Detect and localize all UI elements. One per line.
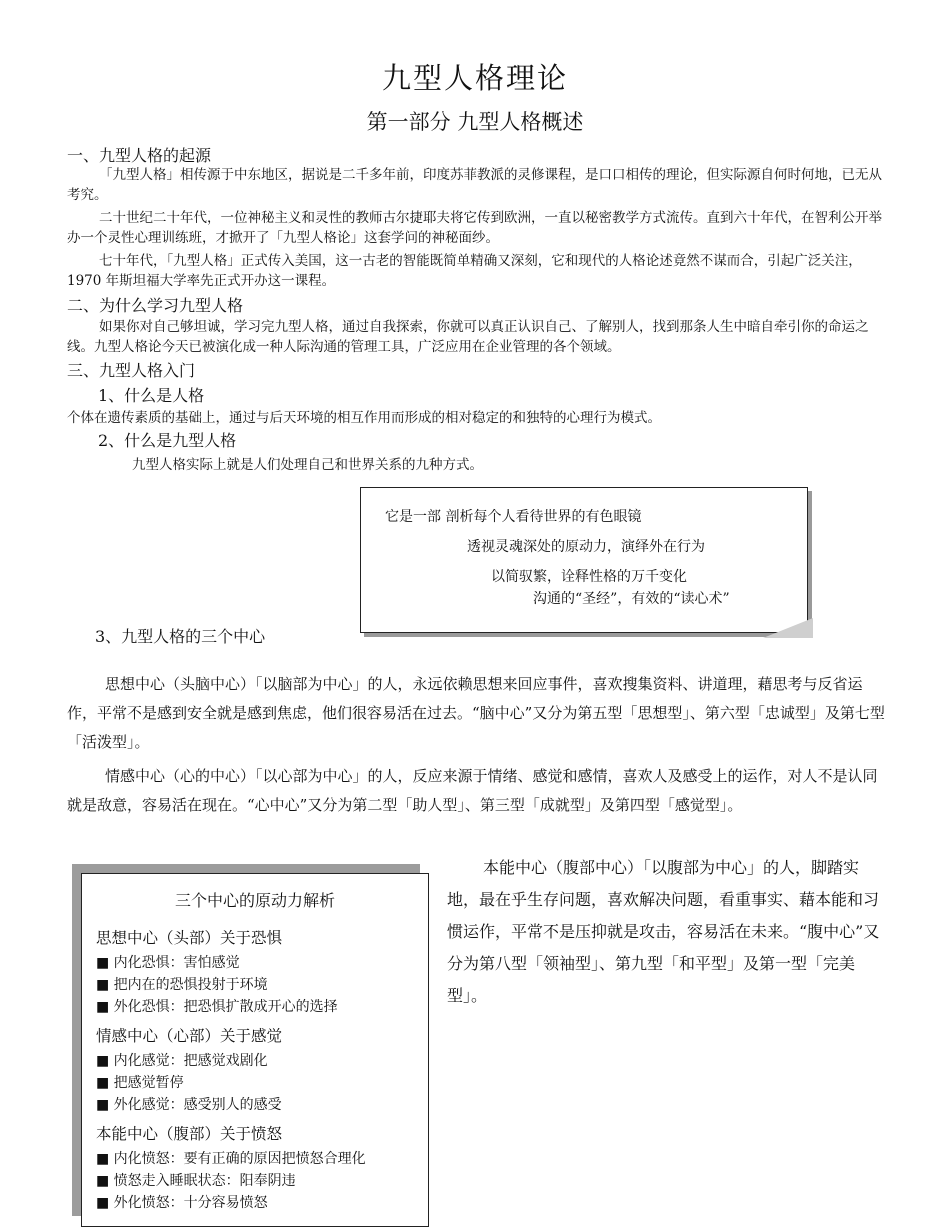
box-instinct-item: ■ 外化愤怒：十分容易愤怒 (96, 1195, 268, 1211)
callout-box (360, 487, 808, 633)
callout-line-1: 它是一部 剖析每个人看待世界的有色眼镜 (385, 509, 642, 525)
section1-paragraph-1: 「九型人格」相传源于中东地区，据说是二千多年前，印度苏菲教派的灵修课程，是口口相传的理论，但实际源自何时何地，已无从考究。 (67, 167, 882, 203)
three-centers-analysis-box (81, 873, 429, 1227)
box-title: 三个中心的原动力解析 (174, 891, 335, 910)
enneagram-definition: 九型人格实际上就是人们处理自己和世界关系的九种方式。 (132, 457, 483, 473)
box-instinct-heading: 本能中心（腹部）关于愤怒 (96, 1125, 283, 1143)
instinct-center-paragraph: 本能中心（腹部中心）「以腹部为中心」的人，脚踏实地，最在乎生存问题，喜欢解决问题，看重事实、藉本能和习惯运作，平常不是压抑就是攻击，容易活在未来。“腹中心”又分为第八型「领袖型」、第九型「和平型」及第一型「完美型」。 (447, 858, 880, 1005)
box-thinking-item: ■ 把内在的恐惧投射于环境 (96, 977, 268, 993)
box-feeling-item: ■ 外化感觉：感受别人的感受 (96, 1097, 282, 1113)
box-feeling-item: ■ 把感觉暂停 (96, 1075, 184, 1091)
box-instinct-item: ■ 愤怒走入睡眠状态：阳奉阴违 (96, 1173, 296, 1189)
section1-heading: 一、九型人格的起源 (67, 146, 212, 165)
section2-paragraph: 如果你对自己够坦诚，学习完九型人格，通过自我探索，你就可以真正认识自己、了解别人，找到那条人生中暗自牵引你的命运之线。九型人格论今天已被演化成一种人际沟通的管理工具，广泛应用在企业管理的各个领域。 (67, 319, 869, 355)
feeling-center-paragraph: 情感中心（心的中心）「以心部为中心」的人，反应来源于情绪、感觉和感情，喜欢人及感受上的运作，对人不是认同就是敌意，容易活在现在。“心中心”又分为第二型「助人型」、第三型「成就型」及第四型「感觉型」。 (67, 767, 878, 814)
subheading-what-is-enneagram: 2、什么是九型人格 (98, 431, 237, 450)
box-thinking-item: ■ 外化恐惧：把恐惧扩散成开心的选择 (96, 999, 338, 1015)
page-title: 九型人格理论 (381, 61, 568, 95)
page-subtitle: 第一部分 九型人格概述 (366, 110, 584, 134)
callout-line-4: 沟通的“圣经”，有效的“读心术” (533, 591, 730, 607)
box-feeling-item: ■ 内化感觉：把感觉戏剧化 (96, 1053, 268, 1069)
subheading-what-is-personality: 1、什么是人格 (98, 386, 205, 405)
callout-line-3: 以简驭繁，诠释性格的万千变化 (491, 569, 687, 585)
callout-line-2: 透视灵魂深处的原动力，演绎外在行为 (467, 539, 705, 555)
box-instinct-item: ■ 内化愤怒：要有正确的原因把愤怒合理化 (96, 1151, 366, 1167)
section1-paragraph-2: 二十世纪二十年代，一位神秘主义和灵性的教师古尔捷耶夫将它传到欧洲，一直以秘密教学方式流传。直到六十年代，在智利公开举办一个灵性心理训练班，才掀开了「九型人格论」这套学问的神秘面纱。 (67, 210, 882, 246)
box-thinking-item: ■ 内化恐惧：害怕感觉 (96, 955, 240, 971)
three-centers-heading: 3、九型人格的三个中心 (95, 627, 266, 646)
section2-heading: 二、为什么学习九型人格 (67, 296, 244, 315)
subheading-three-centers (95, 624, 265, 647)
personality-definition: 个体在遗传素质的基础上，通过与后天环境的相互作用而形成的相对稳定的和独特的心理行为模式。 (67, 410, 661, 426)
box-thinking-heading: 思想中心（头部）关于恐惧 (96, 929, 283, 947)
box-feeling-heading: 情感中心（心部）关于感觉 (96, 1027, 283, 1045)
section1-paragraph-3: 七十年代，「九型人格」正式传入美国，这一古老的智能既简单精确又深刻，它和现代的人格论述竟然不谋而合，引起广泛关注，1970 年斯坦福大学率先正式开办这一课程。 (67, 253, 862, 289)
page-curl-decoration (763, 618, 813, 638)
thinking-center-paragraph: 思想中心（头脑中心）「以脑部为中心」的人，永远依赖思想来回应事件，喜欢搜集资料、讲道理，藉思考与反省运作，平常不是感到安全就是感到焦虑，他们很容易活在过去。“脑中心”又分为第五型「思想型」、第六型「忠诚型」及第七型「活泼型」。 (67, 675, 885, 751)
section3-heading: 三、九型人格入门 (67, 361, 196, 380)
